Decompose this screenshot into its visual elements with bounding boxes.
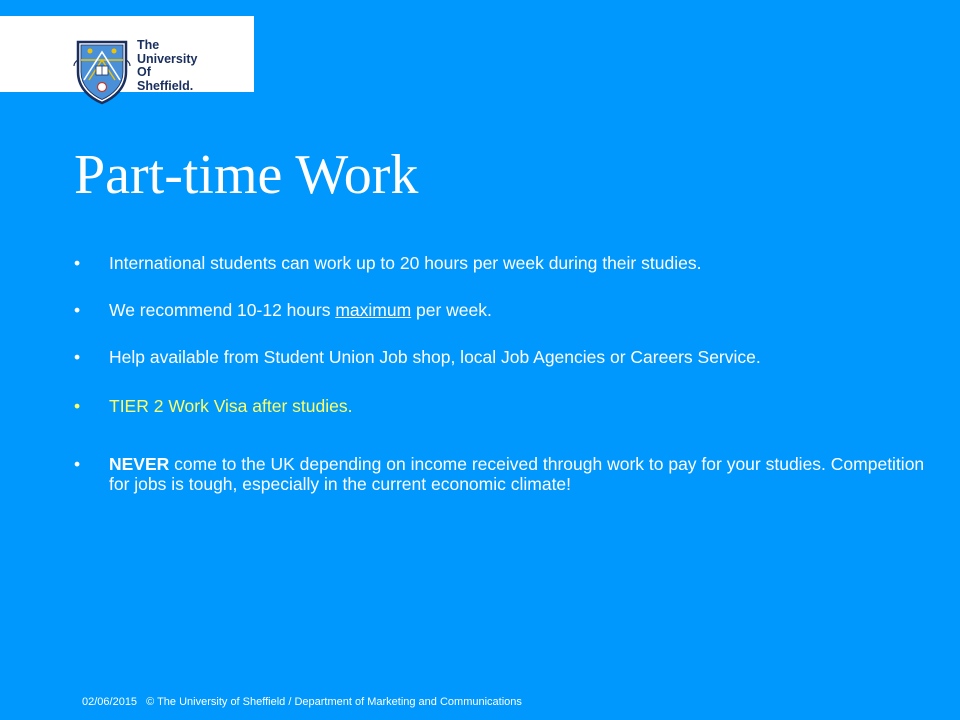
bullet-dot: • [74,300,81,320]
slide-footer [82,695,528,709]
bullet-text-part: We recommend 10-12 hours [109,300,336,320]
bullet-text-part: come to the UK depending on income received through work to pay for your studies. Competition for jobs is tough, especially in the current economic climate! [109,454,925,494]
underlined-word: maximum [335,300,412,320]
bullet-dot: • [74,253,81,273]
bullet-dot: • [74,454,81,474]
bullet-text: Help available from Student Union Job shop, local Job Agencies or Careers Service. [109,347,761,367]
bullet-item [74,347,934,367]
bullet-text-part: per week. [411,300,492,320]
logo-line: Sheffield. [137,78,194,93]
logo-line: University [137,51,198,66]
emphasis-word: NEVER [109,454,170,474]
bullet-text [109,454,934,494]
footer-copyright: © The University of Sheffield / Department of Marketing and Communications [146,696,522,708]
bullet-text: TIER 2 Work Visa after studies. [109,396,353,416]
bullet-dot: • [74,396,81,416]
bullet-item-highlight [74,396,934,416]
bullet-dot: • [74,347,81,367]
slide-title: Part-time Work [74,144,419,206]
logo-line: The [137,38,160,52]
university-logo [0,16,254,92]
bullet-item [74,253,934,273]
logo-wordmark [137,39,197,93]
bullet-text: International students can work up to 20 hours per week during their studies. [109,253,702,273]
footer-date: 02/06/2015 [82,696,138,708]
bullet-item [74,454,934,494]
university-crest-icon [72,36,132,106]
bullet-text [109,300,934,320]
bullet-item [74,300,934,320]
logo-line: Of [137,65,151,79]
